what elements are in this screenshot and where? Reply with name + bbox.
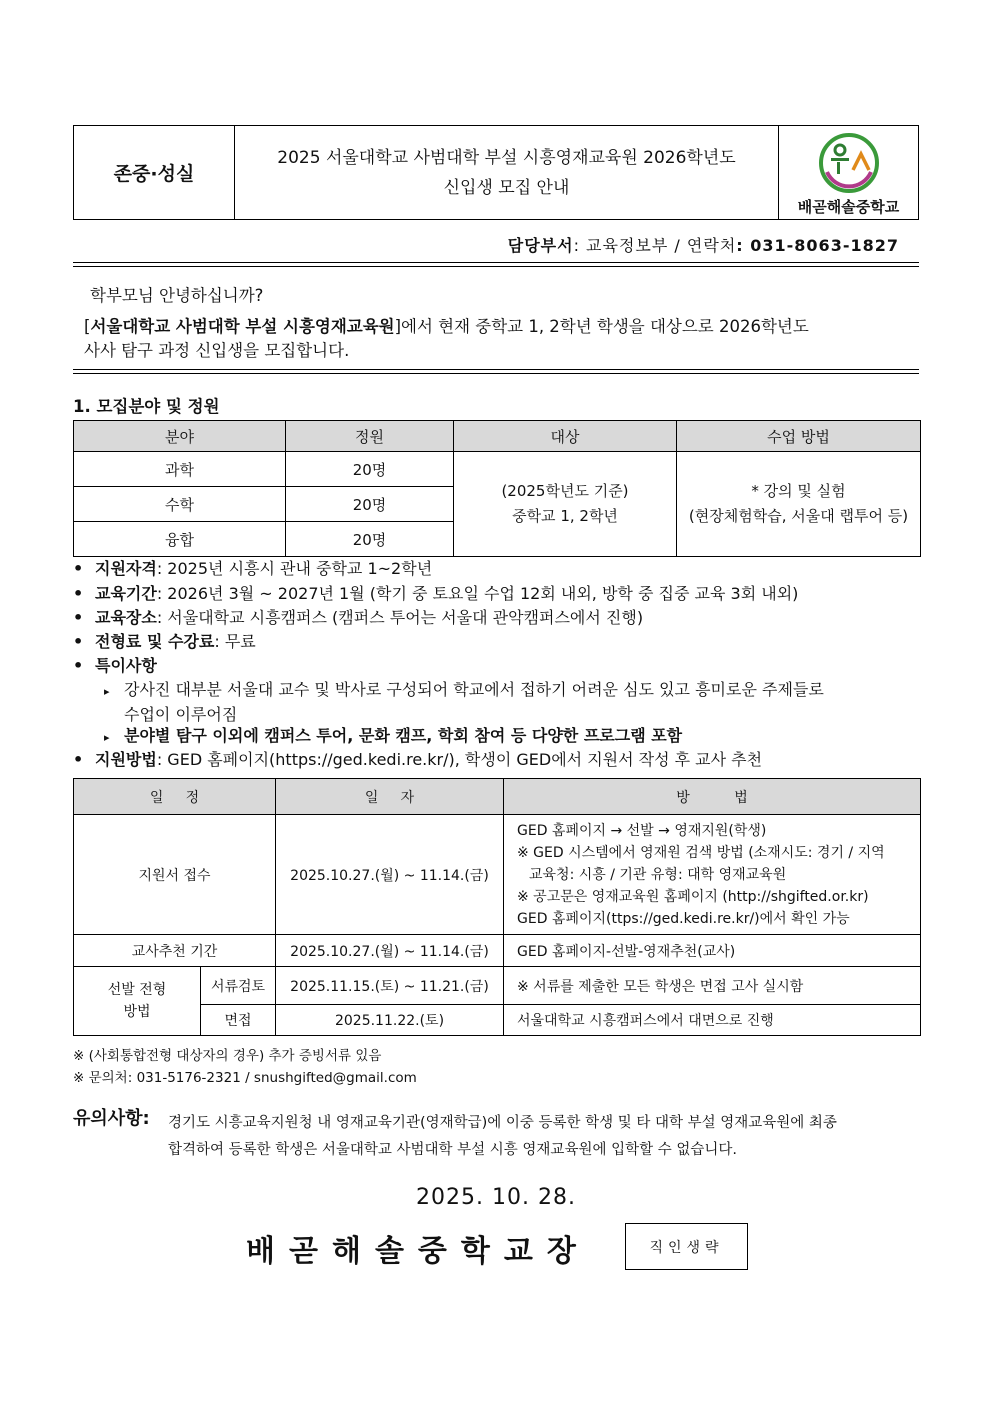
divider-top [73, 262, 919, 267]
row-method: 서울대학교 시흥캠퍼스에서 대면으로 진행 [504, 1005, 921, 1036]
special-1a: 강사진 대부분 서울대 교수 및 박사로 구성되어 학교에서 접하기 어려운 심도 있고 흥미로운 주제들로 [124, 680, 824, 699]
principal-signature: 배곧해솔중학교장 [246, 1234, 590, 1269]
special-item-1: ▸ 강사진 대부분 서울대 교수 및 박사로 구성되어 학교에서 접하기 어려운 심도 있고 흥미로운 주제들로 수업이 이루어짐 [104, 678, 924, 726]
note-1: ※ (사회통합전형 대상자의 경우) 추가 증빙서류 있음 [73, 1048, 382, 1064]
table-row [74, 935, 921, 967]
row-method: ※ 서류를 제출한 모든 학생은 면접 고사 실시함 [504, 967, 921, 1005]
selection-group [74, 967, 201, 1036]
bullet-value: : 2026년 3월 ~ 2027년 1월 (학기 중 토요일 수업 12회 내외, 방학 중 집중 교육 3회 내외) [156, 584, 799, 603]
divider-intro [73, 369, 919, 374]
bullet-label: 교육기간 [95, 584, 157, 603]
bullet-label: 지원자격 [95, 559, 157, 578]
special-1b: 수업이 이루어짐 [124, 705, 238, 724]
header-method: 방 법 [504, 779, 921, 815]
group-line-2: 방법 [123, 1004, 151, 1020]
bullet-value: : 무료 [214, 632, 256, 651]
row-date: 2025.11.22.(토) [276, 1005, 504, 1036]
school-logo-cell [779, 126, 918, 219]
table-row [74, 452, 921, 487]
group-line-1: 선발 전형 [107, 982, 167, 998]
method-line-1: * 강의 및 실험 [751, 482, 846, 500]
header-field: 분야 [74, 421, 286, 452]
target-line-2: 중학교 1, 2학년 [512, 507, 618, 525]
school-motto: 존중·성실 [74, 126, 235, 219]
dept-value: : 교육정보부 / [573, 236, 687, 255]
bullet-value: : 서울대학교 시흥캠퍼스 (캠퍼스 투어는 서울대 관악캠퍼스에서 진행) [156, 608, 644, 627]
header-schedule: 일 정 [74, 779, 276, 815]
special-2: 분야별 탐구 이외에 캠퍼스 투어, 문화 캠프, 학회 참여 등 다양한 프로그램 포함 [124, 726, 683, 745]
title-line-1: 2025 서울대학교 사범대학 부설 시흥영재교육원 2026학년도 [277, 147, 736, 168]
seal-omitted-box: 직인생략 [625, 1223, 748, 1270]
greeting: 학부모님 안녕하십니까? [90, 286, 264, 305]
method-line: 교육청: 시흥 / 기관 유형: 대학 영재교육원 [529, 866, 787, 883]
institute-name: 서울대학교 사범대학 부설 시흥영재교육원 [90, 317, 395, 336]
row-date: 2025.11.15.(토) ~ 11.21.(금) [276, 967, 504, 1005]
row-sub: 면접 [201, 1005, 276, 1036]
bullet-special: • 특이사항 [73, 656, 157, 675]
caution-line-1: 경기도 시흥교육지원청 내 영재교육기관(영재학급)에 이중 등록한 학생 및 타 대학 부설 영재교육원에 최종 [168, 1115, 837, 1131]
bullet-fee: • 전형료 및 수강료: 무료 [73, 632, 256, 651]
method-line: ※ GED 시스템에서 영재원 검색 방법 (소재시도: 경기 / 지역 [517, 844, 885, 861]
table-row [74, 815, 921, 935]
method-line: GED 홈페이지(ttps://ged.kedi.re.kr/)에서 확인 가능 [517, 910, 850, 927]
header-quota: 정원 [286, 421, 454, 452]
method-cell [677, 452, 921, 557]
field-cell: 과학 [74, 452, 286, 487]
title-line-2: 신입생 모집 안내 [443, 177, 570, 198]
field-cell: 융합 [74, 522, 286, 557]
header-box [73, 125, 919, 220]
row-name: 지원서 접수 [74, 815, 276, 935]
header-date: 일 자 [276, 779, 504, 815]
intro-line-2: 사사 탐구 과정 신입생을 모집합니다. [84, 341, 350, 360]
phone-value: : 031-8063-1827 [736, 236, 899, 255]
quota-cell: 20명 [286, 487, 454, 522]
section-title: 1. 모집분야 및 정원 [73, 397, 220, 416]
note-2: ※ 문의처: 031-5176-2321 / snushgifted@gmail.com [73, 1070, 417, 1086]
quota-table [73, 420, 921, 557]
bullet-apply: • 지원방법: GED 홈페이지(https://ged.kedi.re.kr/), 학생이 GED에서 지원서 작성 후 교사 추천 [73, 750, 763, 769]
bracket: [ [84, 317, 91, 336]
table-row [74, 967, 921, 1005]
header-target: 대상 [454, 421, 677, 452]
quota-cell: 20명 [286, 452, 454, 487]
document-title [235, 126, 779, 219]
quota-cell: 20명 [286, 522, 454, 557]
issue-date: 2025. 10. 28. [416, 1185, 576, 1210]
method-line: GED 홈페이지 → 선발 → 영재지원(학생) [517, 822, 767, 839]
bullet-qualification: • 지원자격: 2025년 시흥시 관내 중학교 1~2학년 [73, 559, 433, 578]
bullet-value: : 2025년 시흥시 관내 중학교 1~2학년 [156, 559, 433, 578]
row-method [504, 815, 921, 935]
bullet-value: : GED 홈페이지(https://ged.kedi.re.kr/), 학생이 GED에서 지원서 작성 후 교사 추천 [156, 750, 763, 769]
table-row [74, 1005, 921, 1036]
bullet-label: 교육장소 [95, 608, 157, 627]
row-method: GED 홈페이지-선발-영재추천(교사) [504, 935, 921, 967]
intro-line1-rest: ]에서 현재 중학교 1, 2학년 학생을 대상으로 2026학년도 [394, 317, 809, 336]
school-emblem-icon [813, 132, 885, 194]
row-date: 2025.10.27.(월) ~ 11.14.(금) [276, 815, 504, 935]
row-sub: 서류검토 [201, 967, 276, 1005]
target-line-1: (2025학년도 기준) [501, 482, 629, 500]
row-date: 2025.10.27.(월) ~ 11.14.(금) [276, 935, 504, 967]
dept-label: 담당부서 [507, 236, 574, 255]
method-line: ※ 공고문은 영재교육원 홈페이지 (http://shgifted.or.kr) [517, 888, 869, 905]
intro-paragraph [84, 315, 914, 363]
caution-line-2: 합격하여 등록한 학생은 서울대학교 사범대학 부설 시흥 영재교육원에 입학할 수 없습니다. [168, 1142, 737, 1158]
phone-label: 연락처 [686, 236, 737, 255]
bullet-label: 지원방법 [95, 750, 157, 769]
school-name: 배곧해솔중학교 [797, 198, 900, 216]
bullet-period: • 교육기간: 2026년 3월 ~ 2027년 1월 (학기 중 토요일 수업 12회 내외, 방학 중 집중 교육 3회 내외) [73, 584, 799, 603]
caution-label: 유의사항: [73, 1108, 150, 1129]
method-line-2: (현장체험학습, 서울대 랩투어 등) [688, 507, 909, 525]
row-name: 교사추천 기간 [74, 935, 276, 967]
contact-line [508, 233, 899, 256]
field-cell: 수학 [74, 487, 286, 522]
bullet-label: 특이사항 [95, 656, 157, 675]
target-cell [454, 452, 677, 557]
header-method: 수업 방법 [677, 421, 921, 452]
schedule-table [73, 778, 921, 1036]
bullet-place: • 교육장소: 서울대학교 시흥캠퍼스 (캠퍼스 투어는 서울대 관악캠퍼스에서 진행) [73, 608, 644, 627]
bullet-label: 전형료 및 수강료 [95, 632, 215, 651]
special-item-2: ▸ 분야별 탐구 이외에 캠퍼스 투어, 문화 캠프, 학회 참여 등 다양한 프로그램 포함 [104, 726, 683, 745]
